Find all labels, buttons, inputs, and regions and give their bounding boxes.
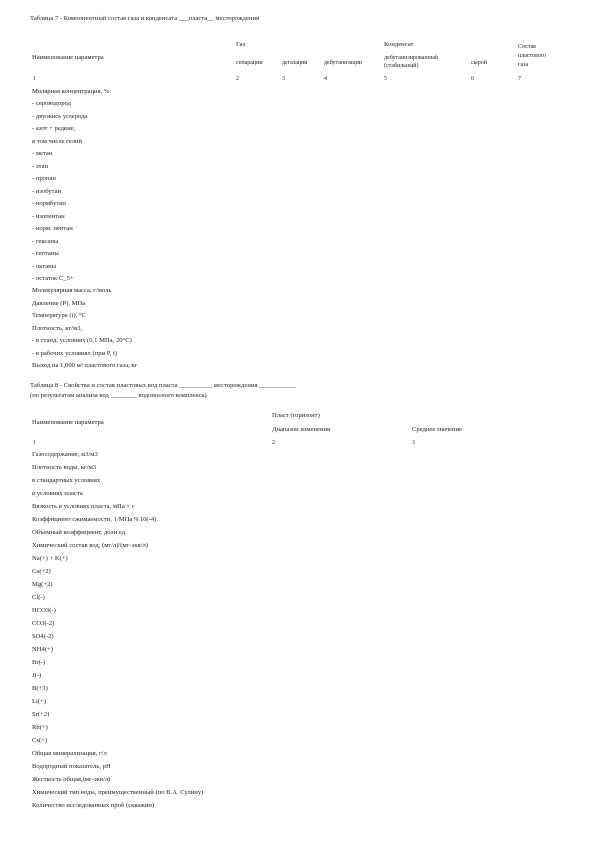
table7-row: - азот + редкие, (32, 125, 76, 132)
table8-row: Cs(+) (32, 737, 48, 744)
table7-header-debutanized: дебутанизированный (384, 55, 438, 61)
table8-row: NH4(+) (32, 646, 53, 653)
table8-header-param: Наименование параметра (32, 419, 104, 426)
table7-row: в том числе гелий (32, 138, 83, 145)
table8-row: Mg(+2) (32, 581, 53, 588)
table7-row: - октаны (32, 263, 57, 270)
table7-row: - в станд. условиях (0,1 МПа, 20°С) (32, 337, 132, 344)
table7-row: Молекулярная масса, г/моль (32, 287, 112, 294)
table8-row: Na(+) + K(+) (32, 555, 68, 562)
table8-row: Объемный коэффициент, доли ед. (32, 529, 127, 536)
table8-row: Водородный показатель, pH (32, 763, 111, 770)
table7-header-reservoir-2: пластового (518, 53, 547, 59)
table8-row: Химический тип воды, преимущественный (по В.А. Сулину) (32, 789, 204, 796)
table7-row: - двуокись углерода (32, 113, 88, 120)
table7-header-raw: сырой (471, 60, 487, 66)
table8-row: SO4(-2) (32, 633, 54, 640)
table7-header-reservoir-3: газа (518, 62, 529, 68)
table7-header-gas: Газ (236, 41, 246, 48)
table8-row: Rb(+) (32, 724, 48, 731)
table7-colnum-6: 6 (471, 76, 474, 82)
table8-colnum-3: 3 (412, 440, 415, 446)
table8-header-plast: Пласт (горизонт) (272, 412, 320, 419)
table8-row: Коэффициент сжимаемости, 1/МПа Ч 10(-4) (32, 516, 157, 523)
table7-row: Молярная концентрация, %: (32, 88, 112, 95)
table8-row: HCO3(-) (32, 607, 56, 614)
table7-row: - этан (32, 163, 49, 170)
table7-row: - изобутан (32, 188, 62, 195)
table7-row: - гептаны (32, 250, 59, 257)
table8-row: Общая минерализация, г/л (32, 750, 107, 757)
table8-row: Жесткость общая,(мг-экв/л) (32, 776, 111, 783)
table8-row: J(-) (32, 672, 42, 679)
table8-colnum-2: 2 (272, 440, 275, 446)
table8-row: Вязкость в условиях пласта, мПа × с (32, 503, 135, 510)
table7-row: - метан (32, 150, 53, 157)
table7-row: Давление (Р), МПа (32, 300, 86, 307)
table8-row: Газосодержание, м3/м3 (32, 451, 98, 458)
table8-row: CO3(-2) (32, 620, 55, 627)
table8-row: в условиях пласта (32, 490, 83, 497)
table7-row: - норм. пентан (32, 225, 73, 232)
table8-row: в стандартных условиях (32, 477, 101, 484)
table7-header-reservoir-1: Состав (518, 44, 537, 50)
table8-row: Br(-) (32, 659, 46, 666)
table7-row: - нормбутан (32, 200, 66, 207)
table7-header-debutanization: дебутанизации (324, 60, 362, 66)
table7-colnum-2: 2 (236, 76, 239, 82)
table8-caption-line1: Таблица 8 - Свойства и состав пластовых вод пласта __________ месторождения ___________ (30, 382, 296, 389)
table7-header-param: Наименование параметра (32, 54, 104, 61)
table8-row: B(+3) (32, 685, 48, 692)
table8-row: Химический состав вод, (мг/л)/(мг-экв/л) (32, 542, 148, 549)
table7-row: - гексаны (32, 238, 59, 245)
table8-row: Плотность воды, кг/м3 (32, 464, 97, 471)
table7-row: Плотность, кг/м3, (32, 325, 83, 332)
table7-row: - изопентан (32, 213, 65, 220)
table7-header-condensate: Конденсат (384, 41, 414, 48)
table7-row: - в рабочих условиях (при Р, t) (32, 350, 117, 357)
table7-colnum-7: 7 (518, 76, 521, 82)
table7-colnum-3: 3 (282, 76, 285, 82)
table7-row: - сероводород (32, 100, 71, 107)
table8-row: Cl(-) (32, 594, 45, 601)
table8-row: Li(+) (32, 698, 46, 705)
table8-header-avg: Среднее значение (412, 426, 462, 433)
table7-row: Температура (t), °С (32, 312, 86, 319)
table8-colnum-1: 1 (33, 440, 36, 446)
table7-caption: Таблица 7 - Компонентный состав газа и конденсата ___пласта__ месторождения (30, 15, 260, 22)
table7-row: Выход на 1,000 м³ пластового газа, кг (32, 362, 138, 369)
table7-colnum-4: 4 (324, 76, 327, 82)
table8-row: Sr(+2) (32, 711, 50, 718)
table7-row: - пропан (32, 175, 56, 182)
table7-colnum-1: 1 (33, 76, 36, 82)
table7-colnum-5: 5 (384, 76, 387, 82)
table8-header-range: Диапазон изменения (272, 426, 331, 433)
table7-header-stable: (стабильный) (384, 63, 419, 69)
table8-row: Ca(+2) (32, 568, 51, 575)
table7-header-degassing: дегазации (282, 60, 308, 66)
table7-row: - остаток С_5+ (32, 275, 74, 282)
table8-row: Количество исследованных проб (скважин) (32, 802, 155, 809)
table7-header-separation: сепарации (236, 60, 263, 66)
table8-caption-line2: (по результатам анализа вод ________ водоносного комплекса) (30, 392, 207, 399)
